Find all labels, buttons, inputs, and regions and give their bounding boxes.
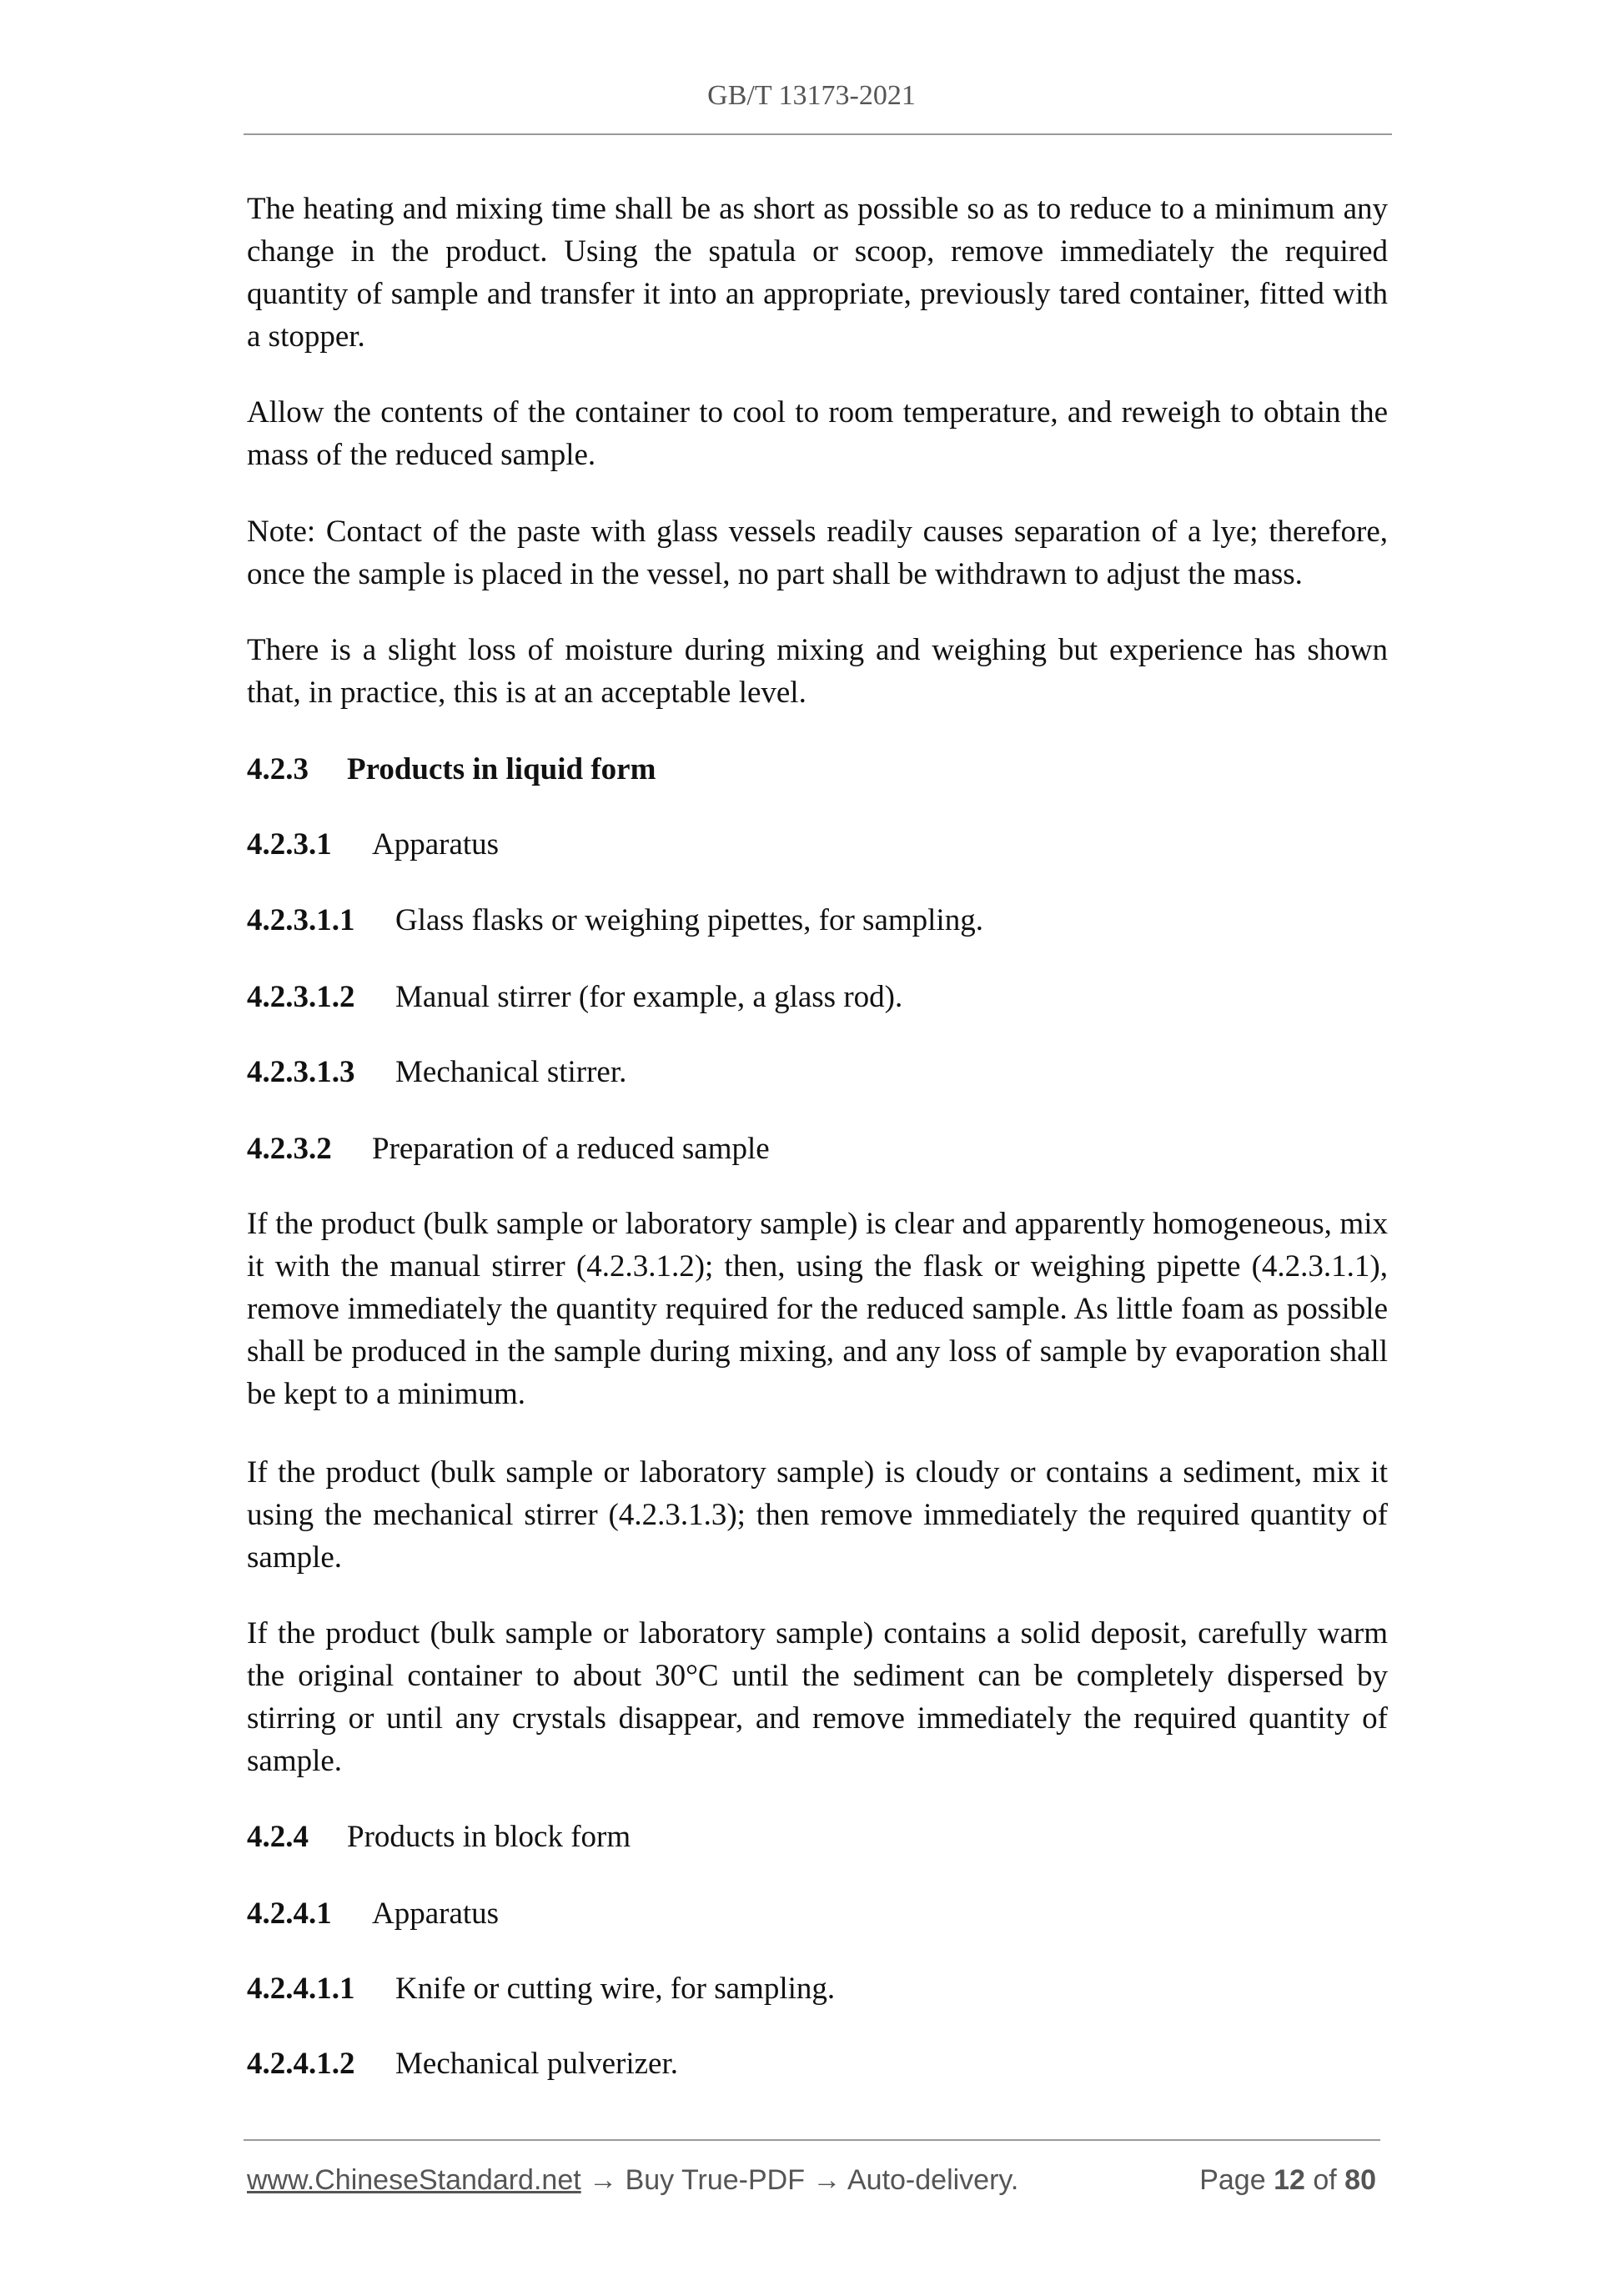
section-item-4-2-3-1-3 [247, 1051, 1388, 1093]
section-number: 4.2.4.1 [247, 1897, 332, 1931]
section-item-4-2-3-1-1 [247, 899, 1388, 942]
section-heading-4-2-4-1 [247, 1892, 1388, 1935]
footer-promo-text: → Buy True-PDF → Auto-delivery. [580, 2164, 1019, 2196]
section-heading-4-2-3-2 [247, 1128, 1388, 1170]
paragraph: The heating and mixing time shall be as short as possible so as to reduce to a minimum any change in the product. Using the spatula or scoop, remove immediately the required quantity of sample and transfer it into an appropriate, previously tared container, fitted with a stopper. [247, 192, 1388, 354]
header-doc-id: GB/T 13173-2021 [707, 80, 916, 111]
section-title: Knife or cutting wire, for sampling. [395, 1972, 836, 2006]
section-number: 4.2.3.1.1 [247, 903, 355, 937]
section-number: 4.2.4 [247, 1820, 309, 1854]
paragraph: There is a slight loss of moisture during mixing and weighing but experience has shown that, in practice, this is at an acceptable level. [247, 633, 1388, 710]
of-label: of [1313, 2164, 1337, 2196]
section-title: Preparation of a reduced sample [372, 1132, 770, 1166]
section-heading-4-2-3 [247, 748, 1388, 791]
paragraph: Allow the contents of the container to cool to room temperature, and reweigh to obtain the mass of the reduced sample. [247, 395, 1388, 472]
footer-promo [247, 2160, 1018, 2200]
section-item-4-2-4-1-1 [247, 1967, 1388, 2010]
section-item-4-2-4-1-2 [247, 2042, 1388, 2085]
section-title: Products in liquid form [347, 752, 656, 786]
section-heading-4-2-4 [247, 1816, 1388, 1858]
section-number: 4.2.3.1 [247, 827, 332, 862]
current-page: 12 [1274, 2164, 1305, 2196]
paragraph: If the product (bulk sample or laboratory sample) is cloudy or contains a sediment, mix it using the mechanical stirrer (4.2.3.1.3); then remove immediately the required quantity of sample. [247, 1455, 1388, 1575]
page-number [1199, 2160, 1376, 2200]
section-number: 4.2.4.1.2 [247, 2047, 355, 2081]
section-title: Apparatus [372, 1897, 500, 1931]
total-pages: 80 [1344, 2164, 1376, 2196]
header-rule [244, 133, 1392, 135]
section-title: Apparatus [372, 827, 500, 862]
section-title: Glass flasks or weighing pipettes, for sampling. [395, 903, 983, 937]
paragraph: If the product (bulk sample or laboratory sample) is clear and apparently homogeneous, mix it with the manual stirrer (4.2.3.1.2); then, using the flask or weighing pipette (4.2.3.1.1), remove immediately the quantity required for the reduced sample. As little foam as possible shall be produced in the sample during mixing, and any loss of sample by evaporation shall be kept to a minimum. [247, 1207, 1388, 1411]
section-title: Mechanical pulverizer. [395, 2047, 678, 2081]
section-item-4-2-3-1-2 [247, 976, 1388, 1018]
section-title: Manual stirrer (for example, a glass rod). [395, 980, 903, 1014]
footer-rule [244, 2139, 1380, 2141]
note-paragraph: Note: Contact of the paste with glass vessels readily causes separation of a lye; therefore, once the sample is placed in the vessel, no part shall be withdrawn to adjust the mass. [247, 515, 1388, 591]
paragraph: If the product (bulk sample or laboratory sample) contains a solid deposit, carefully warm the original container to about 30°C until the sediment can be completely dispersed by stirring or until any crystals disappear, and remove immediately the required quantity of sample. [247, 1616, 1388, 1778]
website-link[interactable]: www.ChineseStandard.net [247, 2164, 581, 2196]
page-label: Page [1199, 2164, 1266, 2196]
section-number: 4.2.3.2 [247, 1132, 332, 1166]
section-title: Products in block form [347, 1820, 631, 1854]
section-heading-4-2-3-1 [247, 823, 1388, 866]
section-number: 4.2.3.1.3 [247, 1055, 355, 1089]
section-number: 4.2.4.1.1 [247, 1972, 355, 2006]
section-number: 4.2.3.1.2 [247, 980, 355, 1014]
section-title: Mechanical stirrer. [395, 1055, 627, 1089]
section-number: 4.2.3 [247, 752, 309, 786]
